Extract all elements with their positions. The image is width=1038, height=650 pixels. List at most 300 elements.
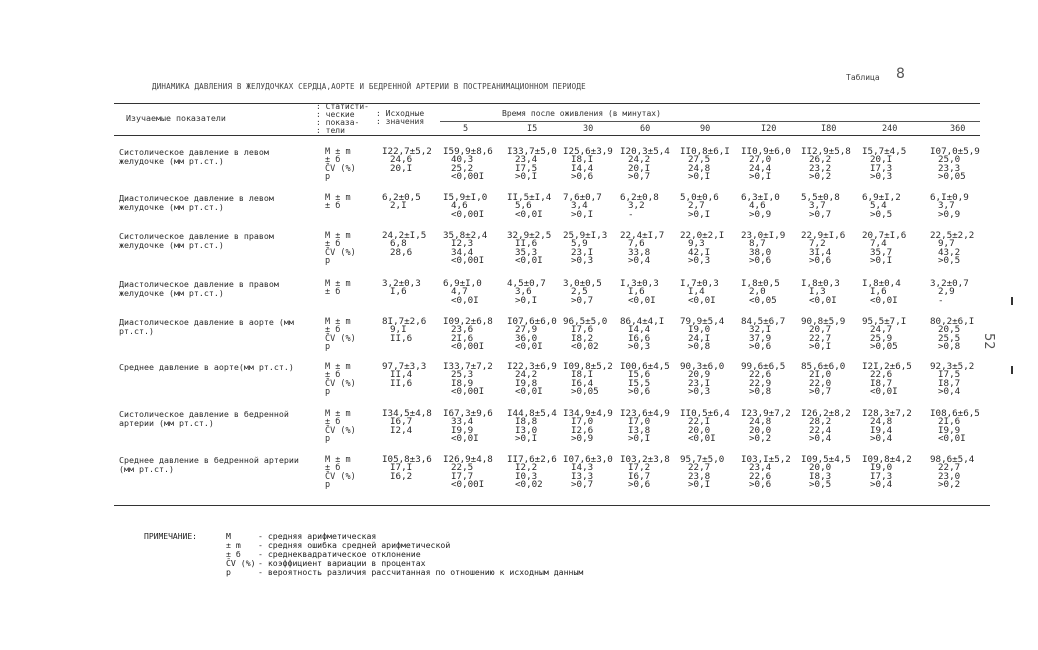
side-mark bbox=[1011, 366, 1013, 374]
time-column-header: 5 bbox=[463, 124, 469, 134]
cell-line: I8,I bbox=[571, 154, 594, 166]
cell-line: >0,I bbox=[688, 171, 711, 183]
time-value-cell bbox=[801, 148, 851, 182]
cell-line: 22,4 bbox=[809, 424, 832, 436]
cell-line: II0,8±6,I bbox=[680, 146, 730, 157]
cell-line: I59,9±8,6 bbox=[443, 146, 493, 157]
cell-line bbox=[563, 305, 602, 313]
stat-symbols bbox=[325, 148, 356, 182]
time-value-cell bbox=[680, 194, 719, 228]
table-number: 8 bbox=[896, 66, 905, 82]
cell-line: >0,I bbox=[515, 433, 538, 445]
cell-line: I8,8 bbox=[515, 416, 538, 428]
time-value-cell bbox=[862, 318, 906, 352]
stat-symbol: ± б bbox=[325, 325, 341, 336]
time-value-cell bbox=[801, 456, 851, 490]
cell-line: I09,2±6,8 bbox=[443, 316, 493, 327]
cell-line: 22,4±I,7 bbox=[620, 230, 665, 241]
cell-line: 37,9 bbox=[749, 332, 772, 344]
cell-line: <0,0I bbox=[870, 294, 898, 306]
cell-line: >0,7 bbox=[571, 294, 594, 306]
side-page-number: 52 bbox=[981, 333, 996, 350]
cell-line: II0,5±6,4 bbox=[680, 408, 730, 419]
cell-line: <0,0I bbox=[451, 294, 479, 306]
cell-line: 27,5 bbox=[688, 154, 711, 166]
cell-line: <0,02 bbox=[515, 479, 543, 491]
cell-line: 20,7 bbox=[809, 324, 832, 336]
indicator-header: Изучаемые показатели bbox=[126, 113, 226, 123]
cell-line bbox=[620, 219, 659, 227]
cell-line: 3,2±0,7 bbox=[930, 278, 969, 289]
cell-line: 35,3 bbox=[515, 246, 538, 258]
time-value-cell bbox=[801, 410, 851, 444]
indicator-name: Среднее давление в аорте(мм рт.ст.) bbox=[119, 362, 294, 372]
cell-line: >0,8 bbox=[688, 341, 711, 353]
cell-line: 22,7 bbox=[688, 462, 711, 474]
table-bottom-rule bbox=[114, 505, 990, 506]
cell-line bbox=[930, 305, 969, 313]
cell-line: 28,6 bbox=[390, 246, 413, 258]
cell-line: I4,4 bbox=[571, 162, 594, 174]
cell-line: I23,9±7,2 bbox=[741, 408, 791, 419]
cell-line: I4,3 bbox=[571, 462, 594, 474]
cell-line: I7,0 bbox=[571, 416, 594, 428]
cell-line: I34,9±4,9 bbox=[563, 408, 613, 419]
cell-line: <0,00I bbox=[451, 479, 485, 491]
cell-line: I,7±0,3 bbox=[680, 278, 719, 289]
cell-line: 22,9±I,6 bbox=[801, 230, 846, 241]
cell-line: 6,2±0,5 bbox=[382, 192, 421, 203]
cell-line: I2,3 bbox=[451, 238, 474, 250]
time-value-cell bbox=[801, 232, 845, 266]
time-value-cell bbox=[563, 148, 613, 182]
cell-line: I03,2±3,8 bbox=[620, 454, 670, 465]
cell-line: 7,6 bbox=[628, 238, 645, 250]
cell-line: 22,0 bbox=[809, 377, 832, 389]
cell-line bbox=[507, 219, 551, 227]
initial-values-header: : Исходные : значения bbox=[376, 109, 425, 126]
cell-line: >0,3 bbox=[870, 171, 893, 183]
time-value-cell bbox=[801, 194, 840, 228]
cell-line: I26,2±8,2 bbox=[801, 408, 851, 419]
cell-line: 2,7 bbox=[688, 200, 705, 212]
stat-symbol: p bbox=[325, 434, 331, 445]
table-label: Таблица bbox=[846, 73, 880, 82]
time-value-cell bbox=[801, 363, 845, 397]
cell-line: I67,3±9,6 bbox=[443, 408, 493, 419]
stat-symbol: p bbox=[325, 387, 331, 398]
time-column-header: 90 bbox=[700, 124, 711, 134]
cell-line: I8,I bbox=[571, 369, 594, 381]
time-value-cell bbox=[563, 363, 613, 397]
cell-line: I6,7 bbox=[390, 416, 413, 428]
cell-line: II0,9±6,0 bbox=[741, 146, 791, 157]
time-value-cell bbox=[930, 410, 980, 444]
cell-line: II,6 bbox=[390, 377, 413, 389]
time-value-cell bbox=[680, 280, 719, 314]
time-value-cell bbox=[507, 318, 557, 352]
stat-symbols bbox=[325, 410, 356, 444]
time-value-cell bbox=[620, 363, 670, 397]
indicator-name: Диастолическое давление в левом желудочке (мм рт.ст.) bbox=[119, 193, 274, 212]
cell-line: 25,5 bbox=[938, 332, 961, 344]
indicator-name: Систолическое давление в левом желудочке (мм рт.ст.) bbox=[119, 147, 269, 166]
cell-line: 23,4 bbox=[749, 462, 772, 474]
cell-line: >0,2 bbox=[938, 479, 961, 491]
cell-line: 24,2 bbox=[515, 369, 538, 381]
cell-line: <0,0I bbox=[451, 433, 479, 445]
cell-line: I8,9 bbox=[451, 377, 474, 389]
cell-line: I3,0 bbox=[515, 424, 538, 436]
cell-line: >0,3 bbox=[688, 255, 711, 267]
note-symbol: C̄V (%) bbox=[226, 558, 256, 568]
cell-line: I26,9±4,8 bbox=[443, 454, 493, 465]
cell-line: >0,05 bbox=[938, 171, 966, 183]
cell-line: I09,8±5,2 bbox=[563, 361, 613, 372]
cell-line: I7,3 bbox=[870, 470, 893, 482]
cell-line: 5,0±0,6 bbox=[680, 192, 719, 203]
cell-line: I22,3±6,9 bbox=[507, 361, 557, 372]
cell-line: 95,7±5,0 bbox=[680, 454, 725, 465]
cell-line: 6,2±0,8 bbox=[620, 192, 659, 203]
stat-symbols bbox=[325, 280, 351, 314]
cell-line: >0,6 bbox=[749, 255, 772, 267]
cell-line: I9,9 bbox=[938, 424, 961, 436]
indicator-name: Среднее давление в бедренной артерии (мм рт.ст.) bbox=[119, 455, 299, 474]
cell-line: >0,5 bbox=[870, 208, 893, 220]
initial-value-cell bbox=[382, 232, 426, 266]
cell-line: >0,4 bbox=[870, 479, 893, 491]
time-value-cell bbox=[443, 318, 493, 352]
cell-line: 23,3 bbox=[938, 162, 961, 174]
cell-line bbox=[680, 305, 719, 313]
cell-line bbox=[741, 305, 780, 313]
cell-line: I9,9 bbox=[451, 424, 474, 436]
cell-line: <0,0I bbox=[515, 208, 543, 220]
stat-symbol: ± б bbox=[325, 239, 341, 250]
time-value-cell bbox=[443, 456, 493, 490]
cell-line: 22,6 bbox=[749, 369, 772, 381]
cell-line: I33,7±7,2 bbox=[443, 361, 493, 372]
cell-line: >0,9 bbox=[749, 208, 772, 220]
time-value-cell bbox=[741, 232, 785, 266]
cell-line: 5,5±0,8 bbox=[801, 192, 840, 203]
stat-symbol: ± б bbox=[325, 463, 341, 474]
cell-line: I2I,2±6,5 bbox=[862, 361, 912, 372]
indicator-name: Диастолическое давление в правом желудочке (мм рт.ст.) bbox=[119, 279, 279, 298]
time-value-cell bbox=[862, 363, 912, 397]
cell-line: 3,7 bbox=[938, 200, 955, 212]
cell-line: 5,4 bbox=[870, 200, 887, 212]
cell-line: 4,6 bbox=[451, 200, 468, 212]
time-value-cell bbox=[443, 410, 493, 444]
cell-line: 20,7±I,6 bbox=[862, 230, 907, 241]
cell-line: 99,6±6,5 bbox=[741, 361, 786, 372]
cell-line: <0,02 bbox=[571, 341, 599, 353]
stat-symbol: p bbox=[325, 480, 331, 491]
cell-line: 22,5±2,2 bbox=[930, 230, 975, 241]
cell-line: >0,I bbox=[749, 171, 772, 183]
time-value-cell bbox=[930, 194, 969, 228]
stat-symbols bbox=[325, 363, 356, 397]
cell-line: >0,6 bbox=[749, 341, 772, 353]
cell-line: >0,I bbox=[688, 479, 711, 491]
time-value-cell bbox=[443, 280, 482, 314]
time-header-rule bbox=[440, 121, 980, 122]
cell-line: II,6 bbox=[515, 238, 538, 250]
time-value-cell bbox=[862, 194, 901, 228]
cell-line: <0,00I bbox=[451, 208, 485, 220]
cell-line: 24,2±I,5 bbox=[382, 230, 427, 241]
cell-line: 20,I bbox=[628, 162, 651, 174]
time-column-header: I20 bbox=[761, 124, 777, 134]
cell-line bbox=[382, 173, 432, 181]
cell-line: 84,5±6,7 bbox=[741, 316, 786, 327]
cell-line: I08,6±6,5 bbox=[930, 408, 980, 419]
cell-line: 32,9±2,5 bbox=[507, 230, 552, 241]
cell-line: 4,7 bbox=[451, 286, 468, 298]
cell-line: 23,0 bbox=[938, 470, 961, 482]
time-column-header: 360 bbox=[950, 124, 966, 134]
cell-line: I2,6 bbox=[571, 424, 594, 436]
cell-line: I00,6±4,5 bbox=[620, 361, 670, 372]
time-value-cell bbox=[930, 232, 974, 266]
cell-line: 20,0 bbox=[688, 424, 711, 436]
table-top-rule bbox=[114, 103, 980, 104]
cell-line: <0,0I bbox=[515, 255, 543, 267]
cell-line: II,6 bbox=[390, 332, 413, 344]
cell-line: I,8±0,3 bbox=[801, 278, 840, 289]
time-value-cell bbox=[443, 194, 487, 228]
cell-line: 23,2 bbox=[809, 162, 832, 174]
stat-symbol: M ± m bbox=[325, 231, 351, 241]
time-column-header: I80 bbox=[821, 124, 837, 134]
cell-line: I03,I±5,2 bbox=[741, 454, 791, 465]
cell-line: >0,2 bbox=[809, 171, 832, 183]
cell-line: I7,6 bbox=[571, 324, 594, 336]
cell-line: <0,00I bbox=[451, 255, 485, 267]
note-text: - коэффициент вариации в процентах bbox=[258, 558, 426, 568]
cell-line: 23,0±I,9 bbox=[741, 230, 786, 241]
cell-line: 23,I bbox=[688, 377, 711, 389]
cell-line: I2,2 bbox=[515, 462, 538, 474]
cell-line: I7,I bbox=[390, 462, 413, 474]
initial-value-cell bbox=[382, 363, 426, 397]
cell-line: 33,8 bbox=[628, 246, 651, 258]
cell-line: 3,6 bbox=[515, 286, 532, 298]
cell-line: I09,8±4,2 bbox=[862, 454, 912, 465]
cell-line: >0,8 bbox=[938, 341, 961, 353]
cell-line: I4,4 bbox=[628, 324, 651, 336]
cell-line: 92,3±5,2 bbox=[930, 361, 975, 372]
cell-line bbox=[620, 305, 659, 313]
time-value-cell bbox=[563, 410, 613, 444]
initial-value-cell bbox=[382, 318, 426, 352]
time-column-header: 30 bbox=[583, 124, 594, 134]
cell-line: >0,I bbox=[628, 433, 651, 445]
time-column-header: 60 bbox=[640, 124, 651, 134]
cell-line: I6,7 bbox=[628, 470, 651, 482]
cell-line: 24,I bbox=[688, 332, 711, 344]
cell-line: 5,6 bbox=[515, 200, 532, 212]
cell-line: I20,3±5,4 bbox=[620, 146, 670, 157]
cell-line: 24,8 bbox=[870, 416, 893, 428]
cell-line bbox=[507, 305, 546, 313]
cell-line: 23,I bbox=[571, 246, 594, 258]
cell-line: >0,I bbox=[515, 171, 538, 183]
cell-line: 22,5 bbox=[451, 462, 474, 474]
cell-line: >0,3 bbox=[688, 386, 711, 398]
cell-line: I09,5±4,5 bbox=[801, 454, 851, 465]
cell-line: 38,0 bbox=[749, 246, 772, 258]
cell-line: >0,9 bbox=[571, 433, 594, 445]
cell-line: II,4 bbox=[390, 369, 413, 381]
cell-line: 3,2±0,3 bbox=[382, 278, 421, 289]
time-value-cell bbox=[801, 318, 845, 352]
stat-symbols bbox=[325, 318, 356, 352]
cell-line: I7,3 bbox=[870, 162, 893, 174]
cell-line: I8,3 bbox=[809, 470, 832, 482]
cell-line: 22,0±2,I bbox=[680, 230, 725, 241]
cell-line: I07,6±6,0 bbox=[507, 316, 557, 327]
time-value-cell bbox=[443, 232, 487, 266]
time-value-cell bbox=[862, 148, 906, 182]
cell-line: I,6 bbox=[390, 286, 407, 298]
cell-line: 25,2 bbox=[451, 162, 474, 174]
time-value-cell bbox=[620, 280, 659, 314]
cell-line bbox=[862, 219, 901, 227]
time-value-cell bbox=[563, 194, 602, 228]
cell-line: I07,0±5,9 bbox=[930, 146, 980, 157]
cell-line: >0,3 bbox=[628, 341, 651, 353]
cell-line: I8,7 bbox=[938, 377, 961, 389]
note-text: - среднеквадратическое отклонение bbox=[258, 549, 421, 559]
initial-value-cell bbox=[382, 410, 432, 444]
time-value-cell bbox=[930, 280, 969, 314]
cell-line: 20,0 bbox=[809, 462, 832, 474]
cell-line: >0,I bbox=[571, 208, 594, 220]
cell-line bbox=[930, 219, 969, 227]
cell-line: 90,3±6,0 bbox=[680, 361, 725, 372]
cell-line: 24,2 bbox=[628, 154, 651, 166]
cell-line: I7,2 bbox=[628, 462, 651, 474]
cell-line: <0,0I bbox=[688, 294, 716, 306]
time-value-cell bbox=[507, 194, 551, 228]
cell-line: <0,0I bbox=[938, 433, 966, 445]
cell-line bbox=[382, 257, 426, 265]
cell-line: 20,0 bbox=[749, 424, 772, 436]
cell-line: 85,6±6,0 bbox=[801, 361, 846, 372]
stat-symbols bbox=[325, 232, 356, 266]
stat-symbol bbox=[325, 305, 351, 313]
header-bottom-rule bbox=[114, 135, 980, 136]
stat-symbol: M ± m bbox=[325, 279, 351, 289]
cell-line: >0,I bbox=[515, 294, 538, 306]
cell-line: >0,7 bbox=[809, 208, 832, 220]
initial-value-cell bbox=[382, 148, 432, 182]
cell-line: - bbox=[628, 208, 634, 220]
stat-symbol: p bbox=[325, 342, 331, 353]
cell-line: 4,5±0,7 bbox=[507, 278, 546, 289]
cell-line: <0,0I bbox=[515, 341, 543, 353]
cell-line: 95,5±7,I bbox=[862, 316, 907, 327]
cell-line: >0,6 bbox=[628, 479, 651, 491]
stat-symbol: ± б bbox=[325, 417, 341, 428]
stat-symbol bbox=[325, 297, 351, 305]
cell-line: 4,6 bbox=[749, 200, 766, 212]
cell-line: 42,I bbox=[688, 246, 711, 258]
stat-symbol: p bbox=[325, 256, 331, 267]
initial-value-cell bbox=[382, 280, 421, 314]
cell-line: 43,2 bbox=[938, 246, 961, 258]
time-value-cell bbox=[507, 456, 557, 490]
cell-line bbox=[382, 219, 421, 227]
cell-line: 22,7 bbox=[809, 332, 832, 344]
stat-symbol: M ± m bbox=[325, 193, 351, 203]
cell-line: 34,4 bbox=[451, 246, 474, 258]
cell-line: 8I,7±2,6 bbox=[382, 316, 427, 327]
cell-line bbox=[382, 343, 426, 351]
time-value-cell bbox=[507, 363, 557, 397]
initial-value-cell bbox=[382, 456, 432, 490]
cell-line: 22,6 bbox=[749, 470, 772, 482]
cell-line: 9,7 bbox=[938, 238, 955, 250]
time-value-cell bbox=[930, 363, 974, 397]
cell-line: I5,9±I,0 bbox=[443, 192, 488, 203]
time-value-cell bbox=[563, 280, 602, 314]
stat-symbol: ± б bbox=[325, 155, 341, 166]
cell-line: 9,I bbox=[390, 324, 407, 336]
stat-symbol: ± б bbox=[325, 201, 341, 212]
cell-line: 25,9 bbox=[870, 332, 893, 344]
cell-line: <0,0I bbox=[688, 433, 716, 445]
stat-symbol: M ± m bbox=[325, 455, 351, 465]
cell-line bbox=[382, 435, 432, 443]
cell-line: I33,7±5,0 bbox=[507, 146, 557, 157]
stat-symbols bbox=[325, 194, 351, 228]
cell-line: 6,8 bbox=[390, 238, 407, 250]
cell-line: I5,7±4,5 bbox=[862, 146, 907, 157]
cell-line: I,8±0,4 bbox=[862, 278, 901, 289]
cell-line: 22,7 bbox=[938, 462, 961, 474]
time-value-cell bbox=[741, 456, 791, 490]
cell-line: 24,6 bbox=[390, 154, 413, 166]
time-value-cell bbox=[741, 318, 785, 352]
stat-symbol: M ± m bbox=[325, 409, 351, 419]
cell-line: 2,I bbox=[390, 200, 407, 212]
cell-line: I6,6 bbox=[628, 332, 651, 344]
stat-symbol: C̄V (%) bbox=[325, 163, 356, 174]
cell-line: I44,8±5,4 bbox=[507, 408, 557, 419]
time-value-cell bbox=[680, 148, 730, 182]
cell-line: >0,I bbox=[809, 341, 832, 353]
cell-line: 3,4 bbox=[571, 200, 588, 212]
cell-line: 27,9 bbox=[515, 324, 538, 336]
cell-line: 7,4 bbox=[870, 238, 887, 250]
time-value-cell bbox=[507, 410, 557, 444]
cell-line: 23,4 bbox=[515, 154, 538, 166]
cell-line: I,4 bbox=[688, 286, 705, 298]
time-value-cell bbox=[507, 280, 546, 314]
cell-line: >0,4 bbox=[628, 255, 651, 267]
cell-line: 3,2 bbox=[628, 200, 645, 212]
time-value-cell bbox=[680, 232, 724, 266]
cell-line: 2,0 bbox=[749, 286, 766, 298]
cell-line: 23,6 bbox=[451, 324, 474, 336]
cell-line: I,6 bbox=[628, 286, 645, 298]
cell-line: >0,6 bbox=[809, 255, 832, 267]
stat-symbols bbox=[325, 456, 356, 490]
